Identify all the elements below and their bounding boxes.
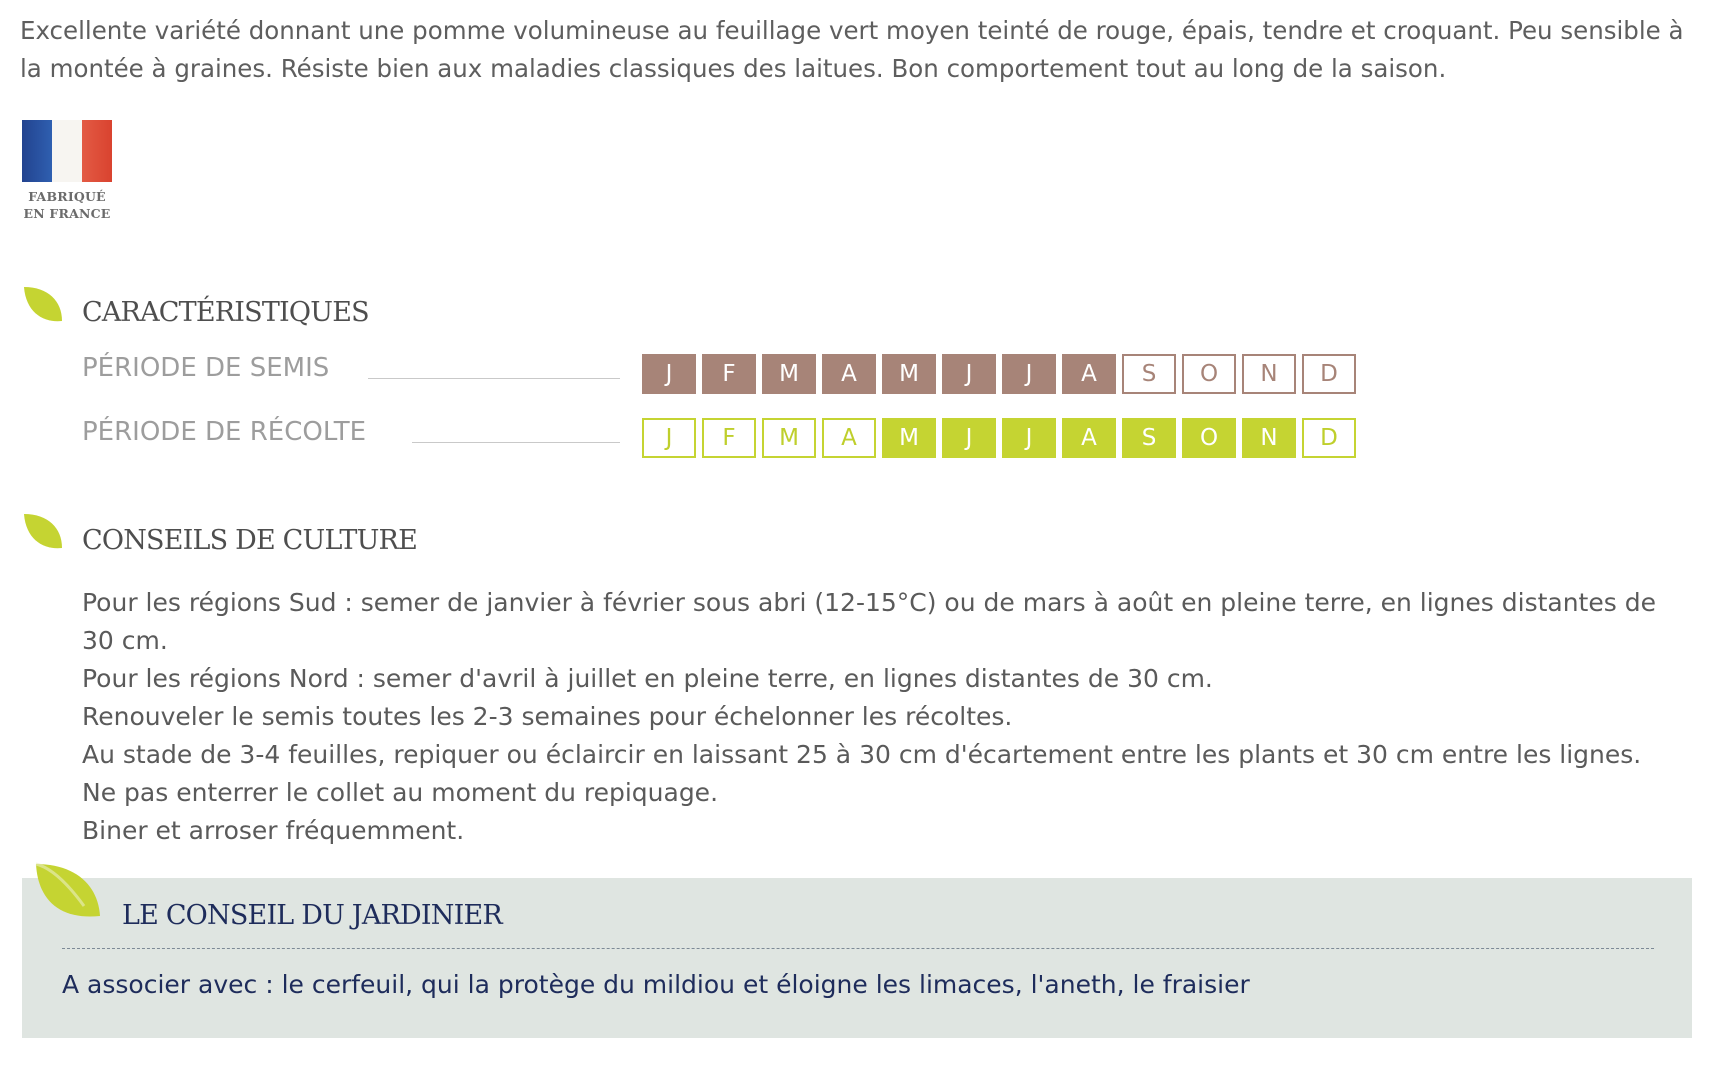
harvest-month-cell: A — [822, 418, 876, 458]
culture-advice-text — [82, 584, 1692, 850]
sowing-month-cell: A — [1062, 354, 1116, 394]
sowing-month-cell: O — [1182, 354, 1236, 394]
leaf-icon — [22, 510, 64, 552]
sowing-month-cell: M — [882, 354, 936, 394]
made-in-france-line1: FABRIQUÉ — [28, 189, 106, 204]
culture-advice-line: Pour les régions Sud : semer de janvier à février sous abri (12-15°C) ou de mars à août en pleine terre, en lignes distantes de 30 cm. — [82, 588, 1656, 655]
sowing-month-cell: D — [1302, 354, 1356, 394]
gardener-tip-title: LE CONSEIL DU JARDINIER — [122, 900, 502, 931]
sowing-month-cell: N — [1242, 354, 1296, 394]
gardener-tip-box — [22, 878, 1692, 1038]
sowing-month-cell: S — [1122, 354, 1176, 394]
made-in-france-line2: EN FRANCE — [23, 206, 111, 221]
culture-advice-title: CONSEILS DE CULTURE — [82, 525, 417, 556]
sowing-month-cell: F — [702, 354, 756, 394]
harvest-month-cell: J — [1002, 418, 1056, 458]
harvest-months — [642, 418, 1362, 458]
sowing-month-cell: J — [642, 354, 696, 394]
harvest-month-cell: M — [882, 418, 936, 458]
harvest-month-cell: D — [1302, 418, 1356, 458]
harvest-month-cell: F — [702, 418, 756, 458]
harvest-period-label: PÉRIODE DE RÉCOLTE — [82, 417, 367, 447]
made-in-france-label — [22, 188, 112, 222]
leaf-icon — [32, 858, 104, 924]
gardener-tip-divider — [62, 948, 1654, 949]
culture-advice-line: Ne pas enterrer le collet au moment du repiquage. — [82, 778, 719, 807]
sowing-period-divider — [368, 378, 620, 379]
harvest-month-cell: J — [942, 418, 996, 458]
sowing-month-cell: J — [1002, 354, 1056, 394]
culture-advice-line: Pour les régions Nord : semer d'avril à juillet en pleine terre, en lignes distantes de 30 cm. — [82, 664, 1213, 693]
sowing-months — [642, 354, 1362, 394]
culture-advice-line: Renouveler le semis toutes les 2-3 semaines pour échelonner les récoltes. — [82, 702, 1013, 731]
sowing-period-label: PÉRIODE DE SEMIS — [82, 353, 330, 383]
culture-advice-line: Biner et arroser fréquemment. — [82, 816, 465, 845]
harvest-period-divider — [412, 442, 620, 443]
sowing-month-cell: J — [942, 354, 996, 394]
harvest-month-cell: O — [1182, 418, 1236, 458]
harvest-month-cell: A — [1062, 418, 1116, 458]
product-description: Excellente variété donnant une pomme volumineuse au feuillage vert moyen teinté de rouge, épais, tendre et croquant. Peu sensible à la montée à graines. Résiste bien aux maladies classiques des laitues. Bon comportement tout au long de la saison. — [20, 16, 1684, 83]
harvest-month-cell: N — [1242, 418, 1296, 458]
leaf-icon — [22, 283, 64, 325]
harvest-month-cell: S — [1122, 418, 1176, 458]
french-flag-icon — [22, 120, 112, 182]
harvest-month-cell: M — [762, 418, 816, 458]
characteristics-title: CARACTÉRISTIQUES — [82, 297, 369, 328]
gardener-tip-text: A associer avec : le cerfeuil, qui la protège du mildiou et éloigne les limaces, l'aneth, le fraisier — [62, 970, 1250, 999]
culture-advice-line: Au stade de 3-4 feuilles, repiquer ou éclaircir en laissant 25 à 30 cm d'écartement entre les plants et 30 cm entre les lignes. — [82, 740, 1642, 769]
harvest-month-cell: J — [642, 418, 696, 458]
made-in-france-badge — [22, 120, 112, 222]
sowing-month-cell: M — [762, 354, 816, 394]
sowing-month-cell: A — [822, 354, 876, 394]
